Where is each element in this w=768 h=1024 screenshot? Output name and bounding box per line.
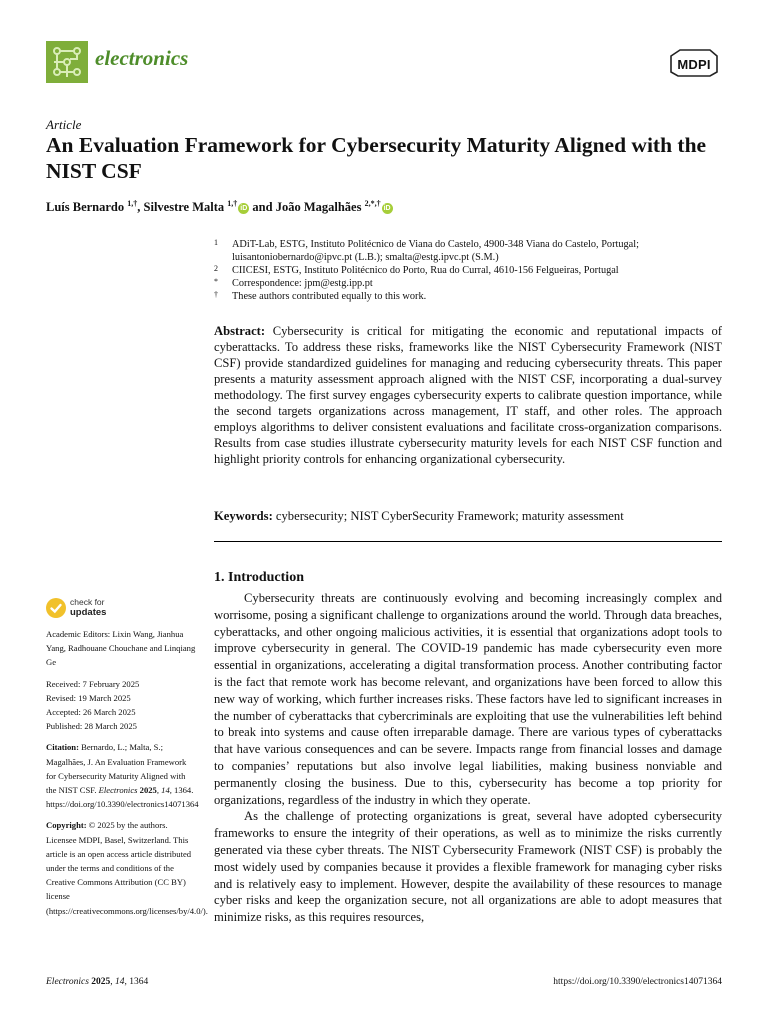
affiliation-text: These authors contributed equally to this work. [232, 291, 427, 302]
copyright-text: © 2025 by the authors. Licensee MDPI, Basel, Switzerland. This article is an open access article distributed under the terms and conditions of the Creative Commons Attribution (CC BY) license (https://creativecommons.org/licenses/by/4.0/). [46, 820, 208, 916]
check-updates-line2: updates [70, 606, 107, 618]
citation-year: 2025 [139, 785, 157, 796]
citation-text: Bernardo, L.; Malta, S.; Magalhães, J. An Evaluation Framework for Cybersecurity Maturity Aligned with the NIST CSF. [46, 742, 187, 796]
author-name[interactable]: Luís Bernardo [46, 200, 125, 215]
affiliations [214, 238, 726, 303]
revised-date: Revised: 19 March 2025 [46, 692, 131, 703]
author-separator: , [137, 200, 144, 215]
abstract-label: Abstract: [214, 324, 266, 338]
article-title: An Evaluation Framework for Cybersecurity Maturity Aligned with the NIST CSF [46, 133, 707, 183]
author-separator: and [249, 200, 276, 215]
affiliation-mark: 2 [214, 264, 218, 273]
affiliation-mark: † [214, 290, 218, 299]
citation-label: Citation: [46, 742, 79, 753]
accepted-date: Accepted: 26 March 2025 [46, 707, 136, 718]
check-updates-text [70, 598, 106, 617]
check-for-updates[interactable] [46, 598, 166, 620]
footer-journal: Electronics [46, 977, 89, 987]
copyright-label: Copyright: [46, 820, 87, 831]
affiliation-text: Correspondence: jpm@estg.ipp.pt [232, 278, 373, 289]
author-list [46, 199, 726, 215]
affiliation-mark: 1 [214, 238, 218, 247]
journal-name[interactable]: electronics [95, 46, 189, 70]
published-date: Published: 28 March 2025 [46, 721, 137, 732]
citation-journal: Electronics [98, 785, 138, 796]
orcid-icon[interactable]: iD [383, 205, 391, 213]
footer-year: 2025 [91, 977, 111, 987]
citation: Citation: Bernardo, L.; Malta, S.; Magalhães, J. An Evaluation Framework for Cybersecurity Maturity Aligned with the NIST CSF. Electronics 2025, 14, 1364. https://doi.org/10.3390/electronics14071364 [46, 742, 199, 810]
keywords-text: cybersecurity; NIST CyberSecurity Framework; maturity assessment [275, 509, 624, 523]
keywords-label: Keywords: [214, 509, 273, 523]
footer-article-no: , 1364 [124, 977, 149, 987]
author-name[interactable]: Silvestre Malta [143, 200, 225, 215]
affiliation-item [214, 264, 726, 277]
circuit-icon [46, 41, 88, 83]
article-type: Article [46, 117, 82, 132]
section-title: 1. Introduction [214, 570, 304, 585]
affiliation-item [214, 277, 726, 290]
orcid-icon[interactable]: iD [240, 205, 248, 213]
check-updates-line1: check for [70, 597, 105, 607]
publisher-name: MDPI [677, 57, 711, 72]
affiliation-item [214, 238, 726, 264]
footer-citation: Electronics 2025, 14, 1364 [46, 977, 149, 987]
affiliation-mark: * [214, 277, 218, 286]
journal-logo[interactable] [46, 41, 88, 83]
affiliation-item [214, 290, 726, 303]
paragraph: As the challenge of protecting organizations is great, several have adopted cybersecurity frameworks to ensure the integrity of their operations, as well as to minimize the risks currently generated via these cyber threats. The NIST Cybersecurity Framework (NIST CSF) is probably the most widely used by companies because it provides a flexible framework for managing cyber risks and is relatively easy to implement. However, despite the availability of these resources to manage cyber risks and keep the organization secure, not all organizations are able to adopt measures that minimize risks, as this requires resources, [214, 809, 722, 925]
received-date: Received: 7 February 2025 [46, 678, 140, 689]
citation-rest[interactable]: , 1364. https://doi.org/10.3390/electronics14071364 [46, 785, 199, 810]
author-name[interactable]: João Magalhães [275, 200, 362, 215]
footer-volume: 14 [115, 977, 125, 987]
article-info-sidebar [46, 627, 208, 925]
author-affil-mark: 1,† [127, 199, 138, 208]
paragraph: Cybersecurity threats are continuously evolving and becoming increasingly complex and worrisome, posing a significant challenge to organizations around the world. Through data breaches, cyberattacks, and other ongoing malicious activities, it is essential that organizations adopt tools to improve cybersecurity in general. The COVID-19 pandemic has made cybersecurity even more essential in organizations, accelerating a digital transformation process. Another contributing factor is the fact that remote work has become relevant, and organizations have been forced to allow this new way of working, which further increases risks. These factors have led to significant increases in the number of cyberattacks that cybercriminals are exploiting that use the vulnerabilities left behind to break into systems and cause often irreparable damage. There are various types of cyberattacks that have various consequences and can be severe. Impacts range from financial losses and damage to companies’ reputations but also involve legal liabilities, making business nonviable and permanently closing the business. Due to this, cybersecurity has become a top priority for organizations, regardless of the industry in which they operate. [214, 591, 722, 807]
author-affil-mark: 2,*,† [364, 199, 381, 208]
affiliation-text: CIICESI, ESTG, Instituto Politécnico do Porto, Rua do Curral, 4610-156 Felgueiras, Portugal [232, 265, 619, 276]
author-affil-mark: 1,† [227, 199, 238, 208]
check-updates-icon [46, 598, 66, 618]
abstract-text: Cybersecurity is critical for mitigating the economic and reputational impacts of cyberattacks. To address these risks, frameworks like the NIST Cybersecurity Framework (NIST CSF) provide standardized guidelines for managing and reducing cybersecurity threats. This paper presents a maturity assessment approach aligned with the NIST CSF, incorporating a dual-survey methodology. The first survey engages cybersecurity experts to calibrate question importance, while the second targets organizations across management, IT staff, and other roles. The approach employs algorithms to deliver consistent evaluations and facilitate cross-organization comparisons. Results from case studies illustrate cybersecurity maturity levels for each NIST CSF function and highlight priority controls for enhancing organizational cybersecurity. [214, 324, 722, 466]
abstract [214, 323, 722, 467]
publisher-logo[interactable] [666, 48, 722, 78]
divider [214, 541, 722, 542]
body-text [214, 590, 722, 926]
citation-volume: 14 [161, 785, 170, 796]
affiliation-text: ADiT-Lab, ESTG, Instituto Politécnico de Viana do Castelo, 4900-348 Viana do Castelo, Portugal; luisantoniobernardo@ipvc.pt (L.B.); smalta@estg.ipvc.pt (S.M.) [232, 239, 639, 263]
academic-editors: Academic Editors: Lixin Wang, Jianhua Yang, Radhouane Chouchane and Linqiang Ge [46, 629, 196, 668]
dates [46, 677, 196, 734]
copyright [46, 818, 208, 917]
footer-doi-link[interactable]: https://doi.org/10.3390/electronics14071364 [553, 977, 722, 987]
keywords [214, 508, 722, 524]
